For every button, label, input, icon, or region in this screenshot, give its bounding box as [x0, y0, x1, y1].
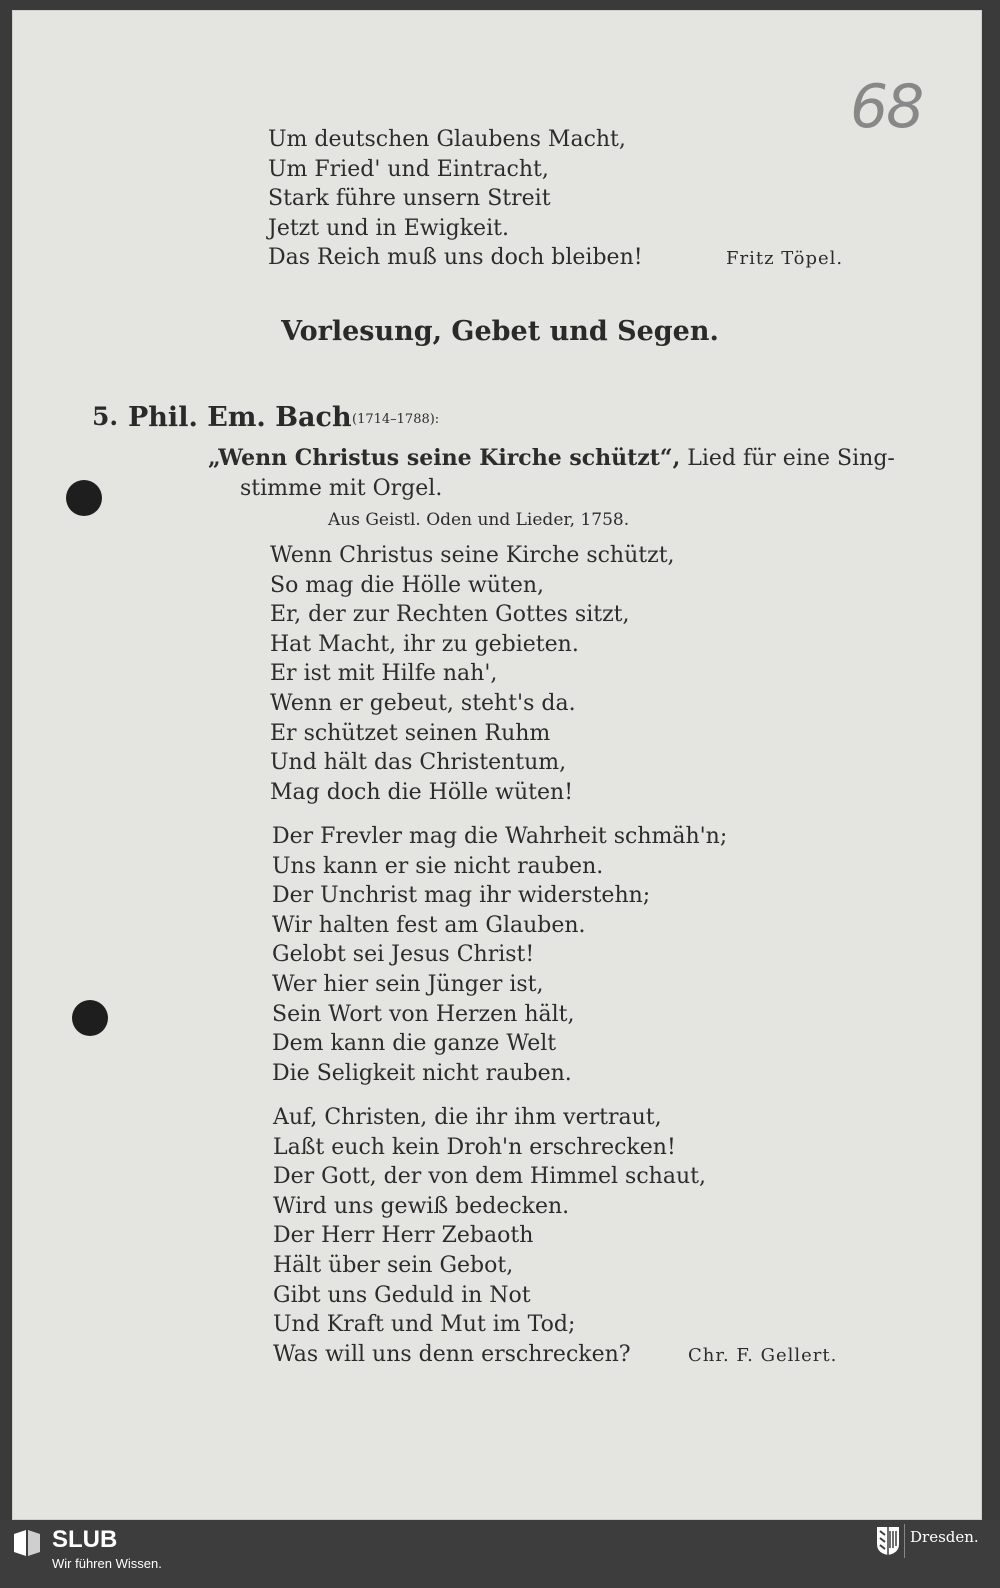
verse-line: Wenn Christus seine Kirche schützt, — [270, 543, 675, 568]
composer-name: Phil. Em. Bach — [128, 402, 352, 433]
verse-line: Und hält das Christentum, — [270, 750, 567, 776]
verse-line: Dem kann die ganze Welt — [272, 1031, 557, 1057]
viewer-footer — [0, 1520, 1000, 1588]
stanza-1 — [270, 541, 675, 807]
verse-line: Laßt euch kein Droh'n erschrecken! — [273, 1134, 676, 1160]
verse-line: Er, der zur Rechten Gottes sitzt, — [270, 602, 630, 628]
composer-years: (1714–1788): — [352, 412, 440, 427]
song-source: Aus Geistl. Oden und Lieder, 1758. — [328, 510, 630, 530]
stanza-3 — [273, 1103, 706, 1369]
footer-divider — [904, 1524, 905, 1558]
verse-line: Wer hier sein Jünger ist, — [272, 971, 544, 997]
slub-logo-icon[interactable] — [12, 1528, 42, 1558]
verse-line: Was will uns denn erschrecken? — [273, 1341, 631, 1367]
verse-line: So mag die Hölle wüten, — [270, 572, 545, 598]
poem-author: Chr. F. Gellert. — [688, 1345, 838, 1366]
verse-line: Sein Wort von Herzen hält, — [272, 1001, 575, 1027]
punch-hole — [66, 480, 102, 516]
item-number: 5. — [92, 402, 119, 431]
verse-line: Um deutschen Glaubens Macht, — [268, 127, 626, 152]
verse-line: Wenn er gebeut, steht's da. — [270, 690, 576, 716]
verse-line: Mag doch die Hölle wüten! — [270, 779, 574, 805]
song-subtitle-line2: stimme mit Orgel. — [240, 476, 443, 501]
verse-line: Der Unchrist mag ihr widerstehn; — [272, 883, 651, 909]
verse-line: Hat Macht, ihr zu gebieten. — [270, 631, 579, 657]
verse-line: Er schützet seinen Ruhm — [270, 720, 551, 746]
song-subtitle: Lied für eine Sing- — [680, 446, 895, 471]
verse-line: Der Frevler mag die Wahrheit schmäh'n; — [272, 824, 728, 849]
page-number: 68 — [850, 72, 923, 142]
stanza-0 — [268, 125, 643, 273]
verse-line: Und Kraft und Mut im Tod; — [273, 1312, 576, 1338]
verse-line: Er ist mit Hilfe nah', — [270, 661, 498, 687]
verse-line: Der Gott, der von dem Himmel schaut, — [273, 1164, 706, 1190]
song-title-line — [208, 445, 895, 471]
poem-author: Fritz Töpel. — [726, 248, 844, 269]
verse-line: Um Fried' und Eintracht, — [268, 156, 549, 182]
verse-line: Das Reich muß uns doch bleiben! — [268, 245, 643, 271]
verse-line: Auf, Christen, die ihr ihm vertraut, — [273, 1105, 662, 1130]
dresden-crest-icon[interactable] — [876, 1526, 900, 1556]
punch-hole — [72, 1000, 108, 1036]
verse-line: Uns kann er sie nicht rauben. — [272, 853, 604, 879]
verse-line: Der Herr Herr Zebaoth — [273, 1223, 534, 1249]
verse-line: Stark führe unsern Streit — [268, 186, 551, 212]
verse-line: Wir halten fest am Glauben. — [272, 912, 586, 938]
verse-line: Gibt uns Geduld in Not — [273, 1282, 531, 1308]
verse-line: Jetzt und in Ewigkeit. — [268, 215, 509, 241]
song-title: „Wenn Christus seine Kirche schützt“, — [208, 445, 681, 471]
stanza-2 — [272, 822, 727, 1088]
dresden-logo-text[interactable]: Dresden. — [910, 1528, 979, 1546]
verse-line: Wird uns gewiß bedecken. — [273, 1193, 570, 1219]
slub-logo-text[interactable]: SLUB — [52, 1526, 118, 1553]
verse-line: Die Seligkeit nicht rauben. — [272, 1060, 572, 1086]
section-heading: Vorlesung, Gebet und Segen. — [281, 316, 719, 347]
verse-line: Gelobt sei Jesus Christ! — [272, 942, 535, 968]
verse-line: Hält über sein Gebot, — [273, 1252, 514, 1278]
slub-tagline: Wir führen Wissen. — [52, 1556, 162, 1571]
